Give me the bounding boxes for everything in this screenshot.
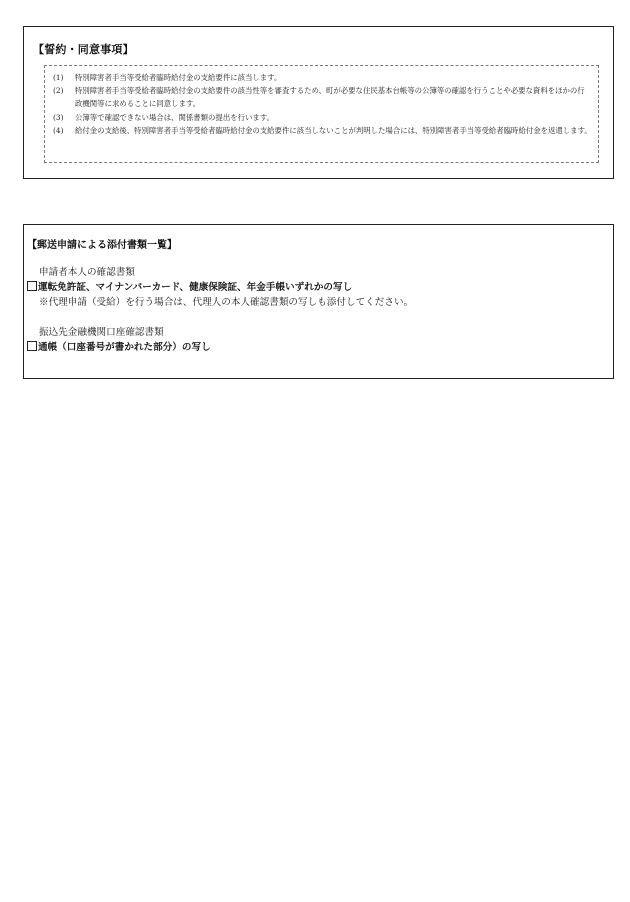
bank-documents-option[interactable] xyxy=(27,341,211,355)
identity-documents-label: 運転免許証、マイナンバーカード、健康保険証、年金手帳いずれかの写し xyxy=(38,282,353,293)
oath-item-text: 特別障害者手当等受給者臨時給付金の支給要件に該当します。 xyxy=(75,73,282,82)
oath-items-dashed-box xyxy=(44,65,599,163)
oath-section-title: 【誓約・同意事項】 xyxy=(33,43,134,56)
oath-item-number: (3) xyxy=(53,112,64,122)
oath-item-3 xyxy=(53,111,592,124)
oath-item-text: 特別障害者手当等受給者臨時給付金の支給要件の該当性等を審査するため、町が必要な住民基本台帳等の公簿等の確認を行うことや必要な資料をほかの行政機関等に求めることに同意します。 xyxy=(75,86,585,109)
identity-documents-checkbox[interactable] xyxy=(27,281,37,291)
bank-documents-label: 通帳（口座番号が書かれた部分）の写し xyxy=(38,342,211,353)
oath-item-number: (4) xyxy=(53,125,64,135)
proxy-application-note: ※代理申請（受給）を行う場合は、代理人の本人確認書類の写しも添付してください。 xyxy=(39,297,414,308)
oath-item-number: (2) xyxy=(53,86,64,96)
identity-documents-heading: 申請者本人の確認書類 xyxy=(39,267,135,278)
oath-item-2 xyxy=(53,84,592,110)
oath-item-text: 給付金の支給後、特別障害者手当等受給者臨時給付金の支給要件に該当しないことが判明した場合には、特別障害者手当等受給者臨時給付金を返還します。 xyxy=(75,125,592,135)
bank-documents-checkbox[interactable] xyxy=(27,341,37,351)
oath-item-4 xyxy=(53,124,592,137)
oath-agreement-section xyxy=(23,26,614,179)
identity-documents-option[interactable] xyxy=(27,281,352,295)
oath-item-number: (1) xyxy=(53,73,64,82)
mail-section-title: 【郵送申請による添付書類一覧】 xyxy=(27,240,177,251)
bank-documents-heading: 振込先金融機関口座確認書類 xyxy=(39,327,164,338)
oath-item-text: 公簿等で確認できない場合は、関係書類の提出を行います。 xyxy=(75,112,274,122)
oath-item-1 xyxy=(53,71,592,84)
mail-attachments-section xyxy=(23,224,614,379)
